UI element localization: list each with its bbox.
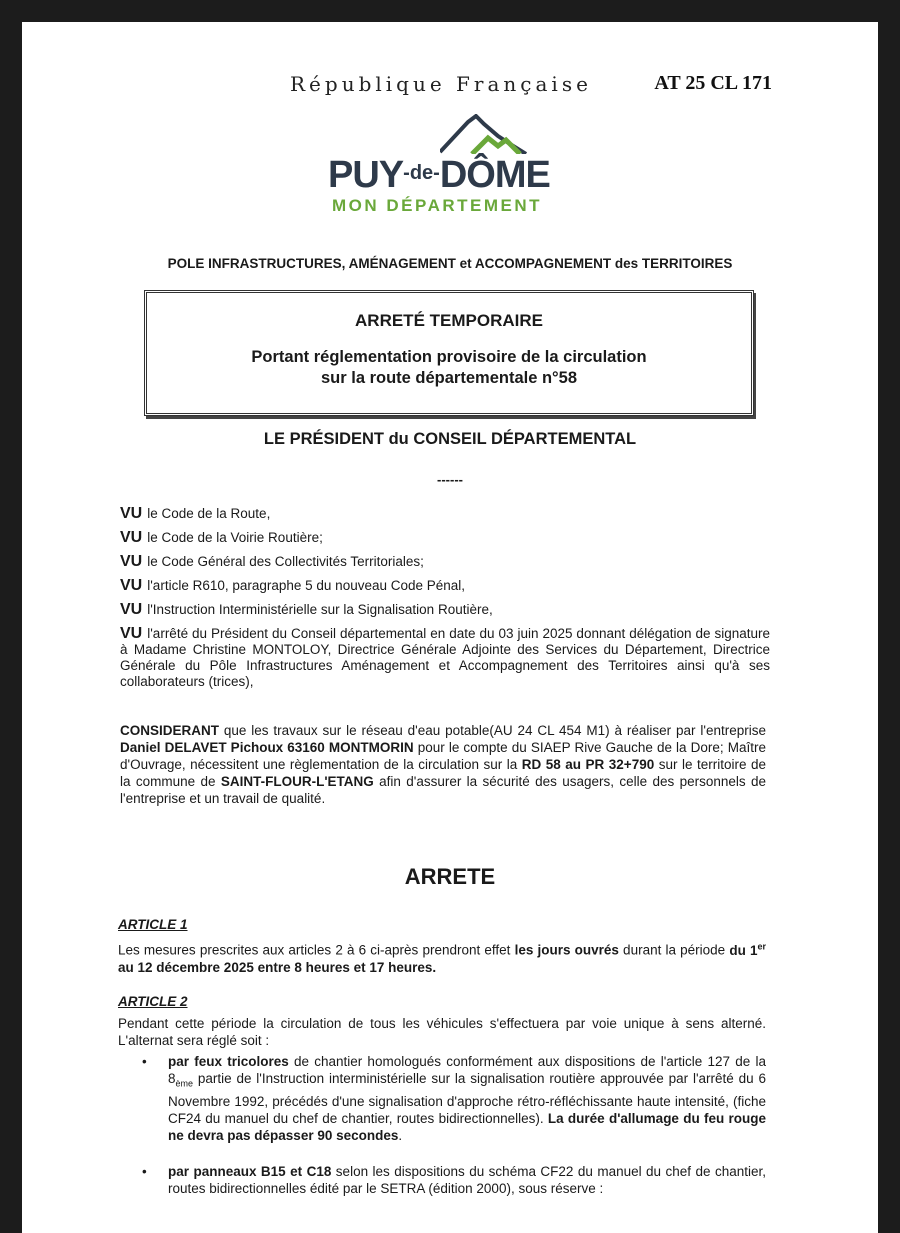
republique-francaise: République Française <box>290 72 592 96</box>
title-box <box>144 290 754 416</box>
vu-item: VU le Code de la Voirie Routière; <box>120 529 323 546</box>
vu-item: VU l'article R610, paragraphe 5 du nouveau Code Pénal, <box>120 577 466 594</box>
arrete-temporaire-title: ARRETÉ TEMPORAIRE <box>355 311 543 330</box>
arrete-reference: AT 25 CL 171 <box>654 72 772 94</box>
bullet-icon: • <box>142 1054 147 1069</box>
president-heading: LE PRÉSIDENT du CONSEIL DÉPARTEMENTAL <box>263 430 637 448</box>
separator: ------ <box>437 472 463 487</box>
header-row <box>22 70 878 100</box>
document-page <box>22 22 878 1233</box>
bullet-feux-tricolores: • par feux tricolores de chantier homologués conformément aux dispositions de l'article 127 de la $8_{ème}$ partie de l'Instruction interministérielle sur la signalisation routière approuvée par l'arrêté du 6 Novembre 1992, précédés d'une signalisation d'approche rétro-réfléchissante haute intensité, (fiche CF24 du manuel du chef de chantier, routes bidirectionnelles). La durée d'allumage du feu rouge ne devra pas dépasser 90 secondes. <box>142 1054 766 1143</box>
article-1-heading: ARTICLE 1 <box>118 917 188 932</box>
vu-item: VU le Code de la Route, <box>120 505 271 522</box>
puy-de-dome-logo <box>328 114 578 214</box>
title-subtitle: Portant réglementation provisoire de la circulation sur la route départementale n°58 <box>251 348 647 387</box>
article-1-body: Les mesures prescrites aux articles 2 à 6 ci-après prendront effet les jours ouvrés durant la période du 1er au 12 décembre 2025 entre 8 heures et 17 heures. <box>118 941 766 975</box>
article-2-intro: Pendant cette période la circulation de tous les véhicules s'effectuera par voie unique à sens alterné. L'alternat sera réglé soit : <box>118 1016 766 1048</box>
vu-item: VU l'Instruction Interministérielle sur la Signalisation Routière, <box>120 601 493 618</box>
article-2-heading: ARTICLE 2 <box>118 994 188 1009</box>
pole-heading: POLE INFRASTRUCTURES, AMÉNAGEMENT et ACCOMPAGNEMENT des TERRITOIRES <box>167 256 733 271</box>
mountain-icon <box>440 114 530 154</box>
considerant-paragraph: CONSIDERANT que les travaux sur le réseau d'eau potable(AU 24 CL 454 M1) à réaliser par l'entreprise Daniel DELAVET Pichoux 63160 MONTMORIN pour le compte du SIAEP Rive Gauche de la Dore; Maître d'Ouvrage, nécessitent une règlementation de la circulation sur la RD 58 au PR 32+790 sur le territoire de la commune de SAINT-FLOUR-L'ETANG afin d'assurer la sécurité des usagers, celle des personnels de l'entreprise et un travail de qualité. <box>120 723 766 806</box>
vu-item: VU le Code Général des Collectivités Territoriales; <box>120 553 424 570</box>
bullet-icon: • <box>142 1164 147 1179</box>
logo-subtitle: MON DÉPARTEMENT <box>332 196 543 215</box>
vu-list <box>120 506 770 698</box>
vu-item: VU l'arrêté du Président du Conseil départemental en date du 03 juin 2025 donnant délégation de signature à Madame Christine MONTOLOY, Directrice Générale Adjointe des Services du Département, Directrice Générale du Pôle Infrastructures Aménagement et Accompagnement des Territoires ainsi qu'à ses collaborateurs (trices), <box>120 625 770 689</box>
logo-wordmark: $PUY^{-de-}DÔME$ <box>328 154 550 196</box>
arrete-heading: ARRETE <box>404 864 496 889</box>
bullet-panneaux: • par panneaux B15 et C18 selon les dispositions du schéma CF22 du manuel du chef de chantier, routes bidirectionnelles édité par le SETRA (édition 2000), sous réserve : <box>142 1164 766 1196</box>
